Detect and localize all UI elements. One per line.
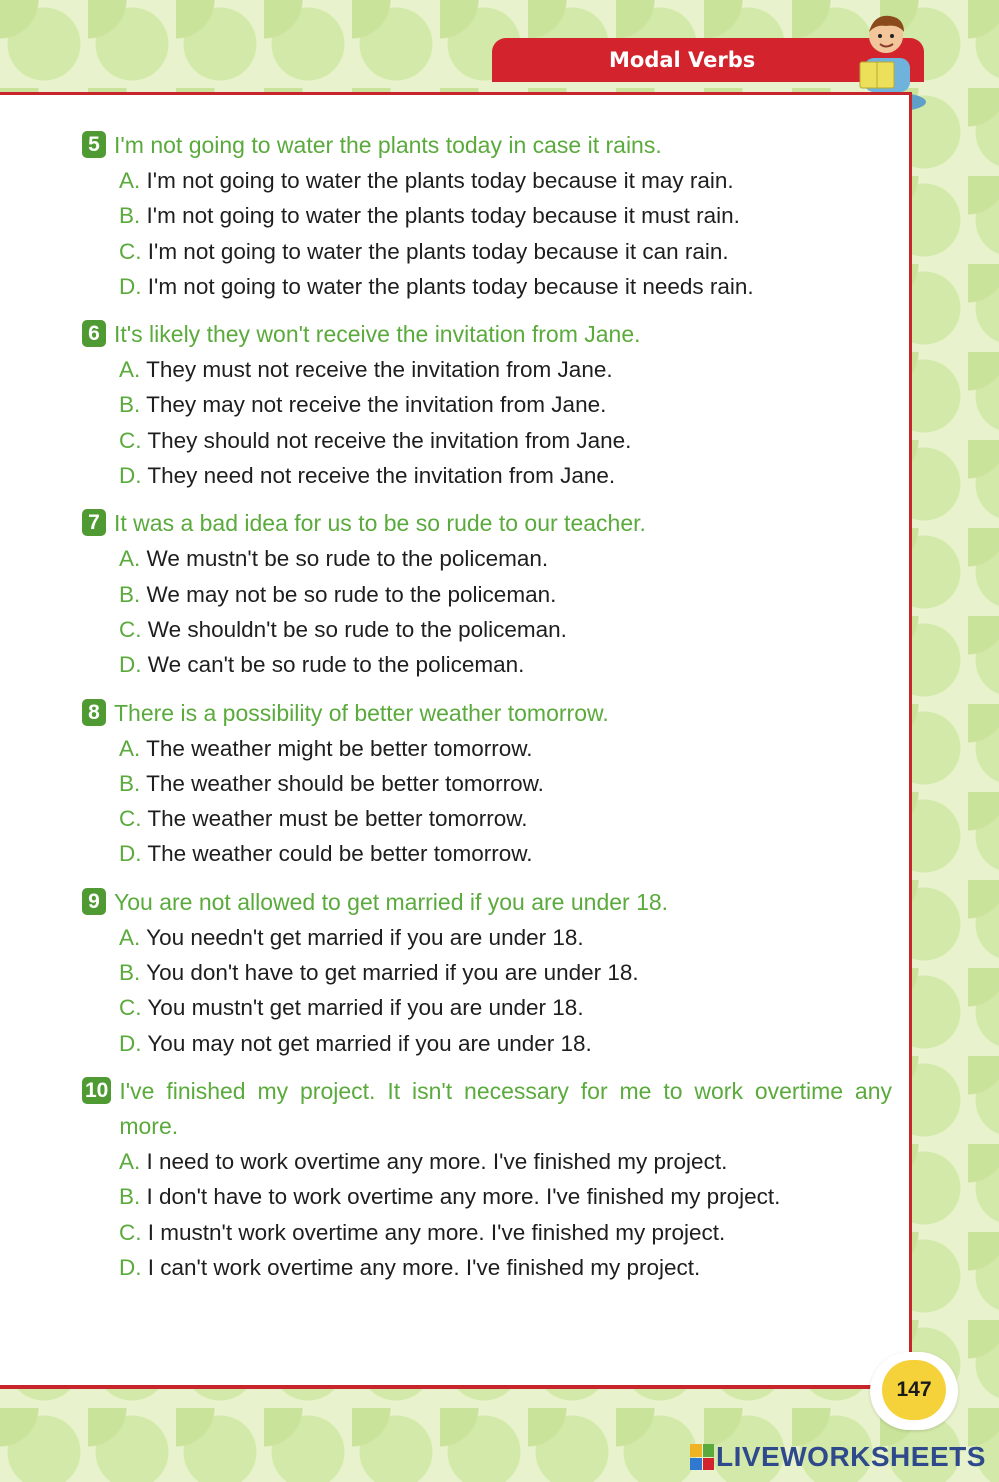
- question-prompt: It's likely they won't receive the invitation from Jane.: [114, 321, 641, 348]
- option-text: They may not receive the invitation from Jane.: [146, 392, 607, 418]
- question-prompt-line: [82, 696, 892, 731]
- option-letter: A.: [119, 546, 141, 572]
- section-title: Modal Verbs: [609, 48, 756, 72]
- option-letter: C.: [119, 995, 142, 1021]
- option-text: The weather might be better tomorrow.: [146, 735, 533, 761]
- option-text: They should not receive the invitation from Jane.: [147, 427, 632, 453]
- option-c: [82, 1215, 892, 1250]
- question-prompt-line: [82, 317, 892, 352]
- page-number: 147: [882, 1360, 946, 1420]
- question-number-badge: 8: [82, 699, 106, 726]
- page-number-badge: [870, 1352, 958, 1430]
- option-letter: C.: [119, 806, 142, 832]
- option-text: I can't work overtime any more. I've finished my project.: [147, 1254, 701, 1280]
- option-text: We shouldn't be so rude to the policeman.: [147, 616, 567, 642]
- option-text: The weather must be better tomorrow.: [147, 806, 528, 832]
- question-number-badge: 10: [82, 1077, 111, 1104]
- watermark-text: LIVEWORKSHEETS: [716, 1441, 986, 1472]
- option-c: [82, 990, 892, 1025]
- question-prompt-line: [82, 506, 892, 541]
- question-prompt: It was a bad idea for us to be so rude to our teacher.: [114, 510, 646, 537]
- liveworksheets-watermark: [690, 1440, 986, 1474]
- option-b: [82, 1179, 892, 1214]
- option-letter: B.: [119, 960, 141, 986]
- option-a: [82, 1144, 892, 1179]
- option-text: I'm not going to water the plants today because it must rain.: [146, 203, 740, 229]
- question-8: [82, 696, 892, 872]
- option-text: The weather should be better tomorrow.: [146, 770, 544, 796]
- liveworksheets-logo-icon: [690, 1444, 714, 1470]
- option-text: They must not receive the invitation from Jane.: [146, 357, 613, 383]
- option-text: They need not receive the invitation from Jane.: [147, 463, 616, 489]
- option-d: [82, 269, 892, 304]
- option-letter: D.: [119, 652, 142, 678]
- option-letter: A.: [119, 1148, 141, 1174]
- option-c: [82, 801, 892, 836]
- option-letter: A.: [119, 924, 141, 950]
- footer-rule: [0, 1386, 880, 1389]
- option-a: [82, 731, 892, 766]
- option-text: The weather could be better tomorrow.: [147, 841, 533, 867]
- option-letter: C.: [119, 1219, 142, 1245]
- option-d: [82, 647, 892, 682]
- question-prompt-line: [82, 1074, 892, 1144]
- option-letter: D.: [119, 1030, 142, 1056]
- option-c: [82, 234, 892, 269]
- option-text: I'm not going to water the plants today because it may rain.: [146, 168, 734, 193]
- question-number-badge: 6: [82, 320, 106, 347]
- option-text: I need to work overtime any more. I've finished my project.: [146, 1148, 728, 1174]
- option-letter: A.: [119, 168, 141, 193]
- option-c: [82, 423, 892, 458]
- option-letter: C.: [119, 238, 142, 264]
- question-prompt: You are not allowed to get married if you are under 18.: [114, 888, 669, 915]
- option-letter: B.: [119, 770, 141, 796]
- option-letter: C.: [119, 616, 142, 642]
- question-number-badge: 5: [82, 131, 106, 158]
- option-letter: C.: [119, 427, 142, 453]
- question-prompt-line: [82, 128, 892, 163]
- question-6: [82, 317, 892, 493]
- option-a: [82, 920, 892, 955]
- option-c: [82, 612, 892, 647]
- question-10: [82, 1074, 892, 1285]
- question-prompt: There is a possibility of better weather tomorrow.: [114, 699, 609, 726]
- question-prompt: I'm not going to water the plants today in case it rains.: [114, 132, 662, 158]
- question-number-badge: 9: [82, 888, 106, 915]
- option-letter: A.: [119, 735, 141, 761]
- question-number-badge: 7: [82, 509, 106, 536]
- option-b: [82, 198, 892, 233]
- option-letter: D.: [119, 841, 142, 867]
- question-7: [82, 506, 892, 682]
- option-letter: D.: [119, 463, 142, 489]
- option-b: [82, 387, 892, 422]
- option-text: I'm not going to water the plants today because it can rain.: [147, 238, 729, 264]
- question-prompt-line: [82, 885, 892, 920]
- question-5: [82, 128, 892, 304]
- option-text: We may not be so rude to the policeman.: [146, 581, 557, 607]
- option-letter: A.: [119, 357, 141, 383]
- option-text: You needn't get married if you are under 18.: [146, 924, 584, 950]
- option-text: I mustn't work overtime any more. I've finished my project.: [147, 1219, 726, 1245]
- option-d: [82, 458, 892, 493]
- option-b: [82, 577, 892, 612]
- option-a: [82, 541, 892, 576]
- option-text: I'm not going to water the plants today because it needs rain.: [147, 273, 754, 299]
- option-b: [82, 955, 892, 990]
- option-letter: D.: [119, 1254, 142, 1280]
- question-prompt: I've finished my project. It isn't necessary for me to work overtime any more.: [119, 1077, 892, 1139]
- question-9: [82, 885, 892, 1061]
- option-letter: B.: [119, 203, 141, 229]
- option-letter: B.: [119, 581, 141, 607]
- option-letter: D.: [119, 273, 142, 299]
- option-a: [82, 163, 892, 198]
- option-text: I don't have to work overtime any more. I've finished my project.: [146, 1184, 781, 1210]
- option-d: [82, 1250, 892, 1285]
- option-text: You mustn't get married if you are under 18.: [147, 995, 584, 1021]
- option-d: [82, 1026, 892, 1061]
- option-b: [82, 766, 892, 801]
- option-text: You may not get married if you are under 18.: [147, 1030, 592, 1056]
- questions-list: [82, 128, 892, 1298]
- option-text: You don't have to get married if you are under 18.: [146, 960, 639, 986]
- option-letter: B.: [119, 1184, 141, 1210]
- option-d: [82, 836, 892, 871]
- option-letter: B.: [119, 392, 141, 418]
- option-text: We mustn't be so rude to the policeman.: [146, 546, 549, 572]
- option-a: [82, 352, 892, 387]
- option-text: We can't be so rude to the policeman.: [147, 652, 525, 678]
